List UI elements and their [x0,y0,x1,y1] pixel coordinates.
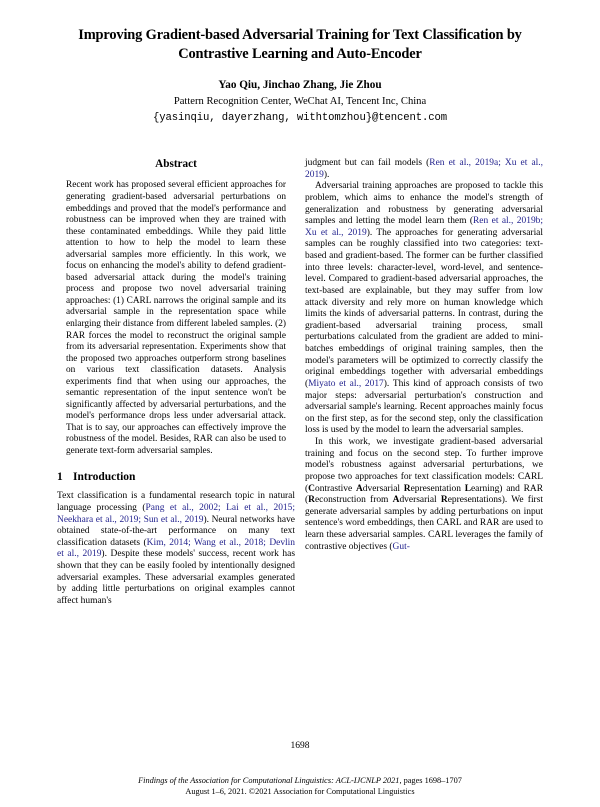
intro-p1-text-d: ). [323,169,330,180]
intro-p1-text-c: judgment but can fail models ( [305,158,430,168]
acronym-letter-a2: A [392,495,400,506]
author-list: Yao Qiu, Jinchao Zhang, Jie Zhou [218,79,382,91]
intro-p3-text-b: ontrastive [314,483,356,494]
footer-venue: Findings of the Association for Computational Linguistics: ACL-IJCNLP 2021 [138,776,400,785]
abstract-heading: Abstract [155,158,197,170]
intro-p3-text-h: epresentations). We first generate adversarial samples by adding perturbations on input sentence's word embeddings, then CARL and RAR are used to learn these adversarial samples. CARL leverages the family of contrastive objectives ( [305,495,543,552]
intro-p3-text-c: dversarial [362,483,404,494]
abstract-body: Recent work has proposed several efficient approaches for generating gradient-based adversarial perturbations on embeddings and proved that the model's performance and robustness can be improved when they are trained with these contaminated embeddings. While they paid little attention to how to help the model to learn these adversarial samples more efficiently. In this work, we focus on enhancing the model's ability to defend gradient-based adversarial attack during the model's training process and propose two novel adversarial training approaches: (1) CARL narrows the original sample and its adversarial sample in the representation space while enlarging their distance from different labeled samples. (2) RAR forces the model to reconstruct the original sample from its adversarial representation. Experiments show that the proposed two approaches outperform strong baselines on various text classification datasets. Analysis experiments find that when using our approaches, the semantic representation of the input sentence won't be significantly affected by adversarial perturbations, and the model's performance drops less under adversarial attack. That is to say, our approaches can effectively improve the robustness of the model. Besides, RAR can also be used to generate text-form adversarial samples. [66,180,286,457]
intro-p1-text-b: ). Neural networks have obtained state-of-the-art performance on many text classification datasets ( [57,514,295,548]
intro-p2-text-b: ). The approaches for generating adversarial samples can be roughly classified into two categories: text-based and gradient-based. The former can be further classified into three levels: character-level, word-level, and sentence-level. Compared to gradient-based adversarial approaches, the text-based are explainable, but they may suffer from low attack diversity and rely more on human knowledge which limits the kinds of adversarial patterns. In contrast, during the gradient-based adversarial training process, small perturbations calculated from the gradient are added to mini-batches embeddings of original training samples, then the model's parameters will be optimized to correctly classify the original embeddings together with adversarial embeddings ( [305,227,543,389]
footer-pages: , pages 1698–1707 [399,776,462,785]
citation-link[interactable]: Ren et al., 2019a; Xu et al., 2019 [305,158,543,180]
section-number: 1 [57,470,63,483]
intro-p1-text-a: Text classification is a fundamental research topic in natural language processing ( [57,491,295,513]
acronym-letter-r2: R [308,495,315,506]
footer-copyright: August 1–6, 2021. ©2021 Association for Computational Linguistics [185,787,415,796]
section-title: Introduction [73,470,136,483]
affiliation: Pattern Recognition Center, WeChat AI, Tencent Inc, China [173,96,427,107]
citation-link[interactable]: Pang et al., 2002; Lai et al., 2015; Neekhara et al., 2019; Sun et al., 2019 [57,502,295,525]
intro-paragraph-3 [305,437,543,553]
intro-p2-text-a: Adversarial training approaches are proposed to tackle this problem, which aims to enhance the model's strength of generalization and robustness by generating adversarial samples and letting the model learn them ( [305,181,543,227]
intro-p3-text-a: In this work, we investigate gradient-based adversarial training and focus on the second step. To further improve model's robustness against adversarial perturbations, we propose two approaches for text classification models: CARL ( [305,437,543,494]
acronym-letter-l: L [464,483,471,494]
section-heading-introduction [57,471,295,485]
intro-p3-text-d: epresentation [410,483,465,494]
column-left [57,158,295,608]
acronym-letter-r: R [403,483,411,494]
contact-email: {yasinqiu, dayerzhang, withtomzhou}@tencent.com [152,112,448,124]
column-right [305,158,543,553]
intro-paragraph-1-continued [305,158,543,181]
intro-p3-text-e: earning) and RAR ( [305,483,543,506]
page-footer [57,775,543,797]
intro-p1-text-c: ). Despite these models' success, recent work has shown that they can be easily fooled by intentionally designed adversarial examples. These adversarial examples generated by adding little perturbations on original examples cannot affect human's [57,549,295,606]
footer-venue-line [57,775,543,786]
page-title: Improving Gradient-based Adversarial Training for Text Classification by Contrastive Learning and Auto-Encoder [78,27,522,62]
intro-paragraph-1 [57,491,295,607]
intro-paragraph-2 [305,181,543,437]
page-number: 1698 [290,741,310,751]
intro-p2-text-c: ). This kind of approach consists of two major steps: adversarial perturbation's construction and adversarial sample's learning. Recent approaches mainly focus on the first step, as for the second step, only the classification loss is used by the model to learn the adversarial samples. [305,378,543,436]
acronym-letter-a: A [355,483,363,494]
intro-p3-text-g: dversarial [399,495,441,506]
citation-link[interactable]: Gut- [392,541,410,552]
acronym-letter-c: C [308,483,315,494]
citation-link[interactable]: Kim, 2014; Wang et al., 2018; Devlin et al., 2019 [57,537,296,560]
citation-link[interactable]: Ren et al., 2019b; Xu et al., 2019 [305,216,544,238]
citation-link[interactable]: Miyato et al., 2017 [308,378,384,389]
intro-p3-text-f: econstruction from [314,495,393,506]
acronym-letter-r3: R [440,495,448,506]
